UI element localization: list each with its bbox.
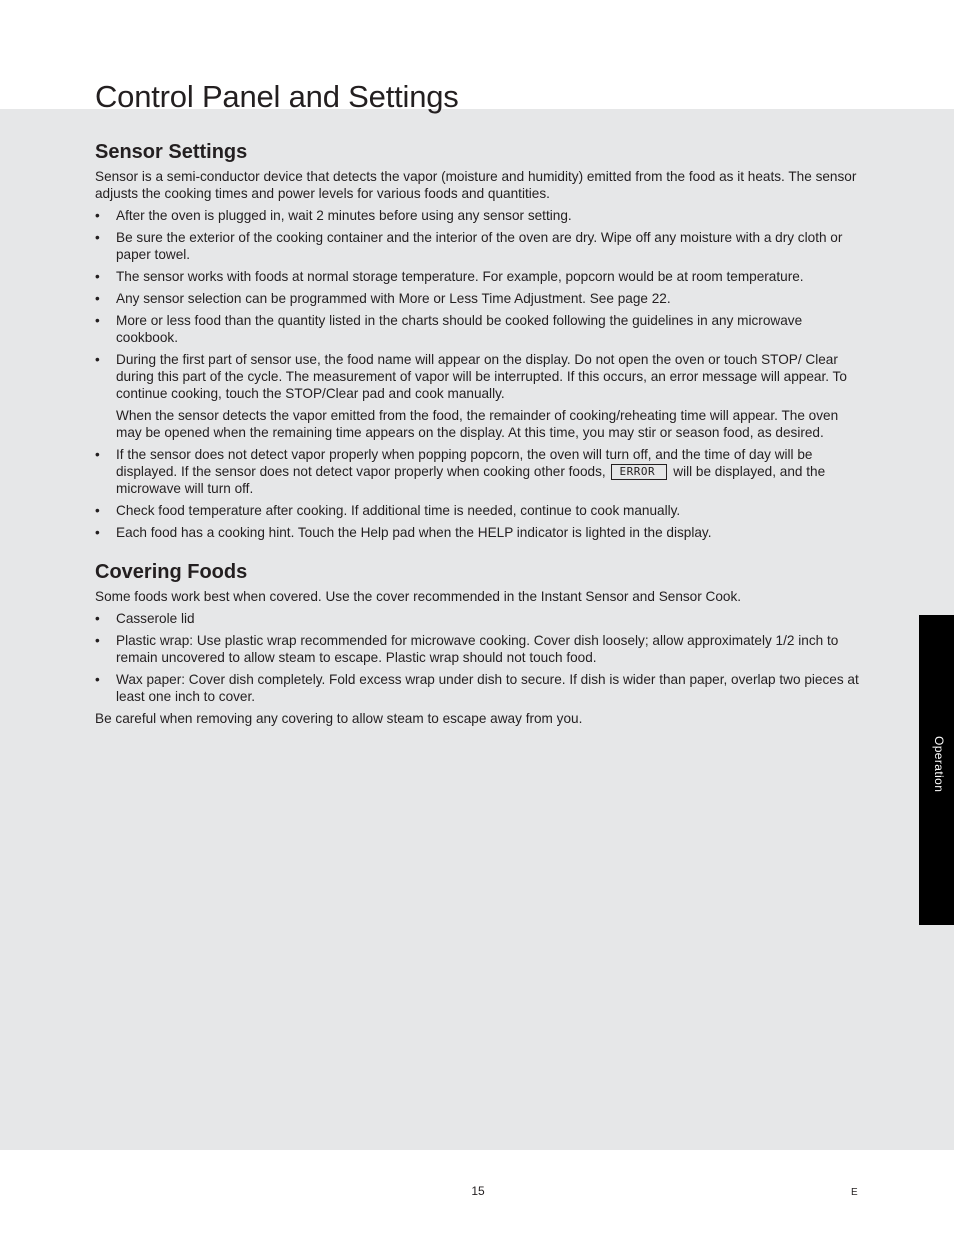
list-item: [95, 610, 860, 627]
list-item-text: More or less food than the quantity listed in the charts should be cooked following the guidelines in any microwave cookbook.: [116, 313, 803, 345]
list-item: [95, 502, 860, 519]
covering-foods-closing: Be careful when removing any covering to allow steam to escape away from you.: [95, 711, 583, 726]
list-item: [95, 229, 860, 263]
list-item-text: Plastic wrap: Use plastic wrap recommended for microwave cooking. Cover dish loosely; allow approximately 1/2 inch to remain uncovered to allow steam to escape. Plastic wrap should not touch food.: [116, 633, 839, 665]
page-number: 15: [471, 1184, 485, 1198]
covering-foods-heading: Covering Foods: [95, 561, 248, 583]
covering-foods-list: [95, 610, 860, 705]
bullet-symbol: •: [95, 352, 100, 367]
list-item: [95, 671, 860, 705]
bullet-symbol: •: [95, 611, 100, 626]
list-item-text: The sensor works with foods at normal storage temperature. For example, popcorn would be at room temperature.: [116, 269, 804, 284]
bullet-symbol: •: [95, 633, 100, 648]
list-item-text: Casserole lid: [116, 611, 195, 626]
list-item-text: Wax paper: Cover dish completely. Fold excess wrap under dish to secure. If dish is wider than paper, overlap two pieces at least one inch to cover.: [116, 672, 859, 704]
bullet-symbol: •: [95, 313, 100, 328]
sensor-settings-section: [95, 138, 860, 541]
list-item-text: Check food temperature after cooking. If additional time is needed, continue to cook manually.: [116, 503, 681, 518]
sensor-settings-heading: Sensor Settings: [95, 141, 248, 163]
page-content: [95, 138, 860, 727]
list-item-text: Any sensor selection can be programmed with More or Less Time Adjustment. See page 22.: [116, 291, 671, 306]
list-item: [95, 524, 860, 541]
covering-foods-intro: Some foods work best when covered. Use the cover recommended in the Instant Sensor and Sensor Cook.: [95, 589, 742, 604]
bullet-symbol: •: [95, 291, 100, 306]
bullet-symbol: •: [95, 269, 100, 284]
bullet-symbol: •: [95, 208, 100, 223]
list-item: [95, 207, 860, 224]
sensor-settings-intro: Sensor is a semi-conductor device that detects the vapor (moisture and humidity) emitted from the food as it heats. The sensor adjusts the cooking times and power levels for various foods and quantities.: [95, 169, 857, 201]
list-item: [95, 268, 860, 285]
list-item: [95, 632, 860, 666]
language-code: E: [851, 1187, 858, 1198]
covering-foods-section: [95, 558, 860, 727]
bullet-symbol: •: [95, 230, 100, 245]
bullet-symbol: •: [95, 503, 100, 518]
error-display-indicator: ERROR: [611, 464, 667, 480]
side-tab-label: Operation: [932, 736, 946, 793]
list-item-followup: When the sensor detects the vapor emitted from the food, the remainder of cooking/reheating time will appear. The oven may be opened when the remaining time appears on the display. At this time, you may stir or season food, as desired.: [116, 408, 839, 440]
list-item: [95, 351, 860, 441]
list-item-text: If the sensor does not detect vapor properly when popping popcorn, the oven will turn off, and the time of day will be displayed. If the sensor does not detect vapor properly when cooking other foods,: [116, 447, 813, 479]
bullet-symbol: •: [95, 447, 100, 462]
list-item: [95, 290, 860, 307]
page-title: Control Panel and Settings: [95, 79, 459, 114]
list-item-text: Be sure the exterior of the cooking container and the interior of the oven are dry. Wipe off any moisture with a dry cloth or paper towel.: [116, 230, 843, 262]
list-item-text: will be displayed, and the microwave will turn off.: [116, 464, 826, 496]
bullet-symbol: •: [95, 525, 100, 540]
list-item-text: During the first part of sensor use, the food name will appear on the display. Do not open the oven or touch STOP/ Clear during this part of the cycle. The measurement of vapor will be interrupted. If this occurs, an error message will appear. To continue cooking, touch the STOP/Clear pad and cook manually.: [116, 352, 847, 401]
list-item-text: Each food has a cooking hint. Touch the Help pad when the HELP indicator is lighted in the display.: [116, 525, 712, 540]
sensor-settings-list: [95, 207, 860, 541]
list-item-text: After the oven is plugged in, wait 2 minutes before using any sensor setting.: [116, 208, 572, 223]
list-item: [95, 446, 860, 497]
list-item: [95, 312, 860, 346]
bullet-symbol: •: [95, 672, 100, 687]
